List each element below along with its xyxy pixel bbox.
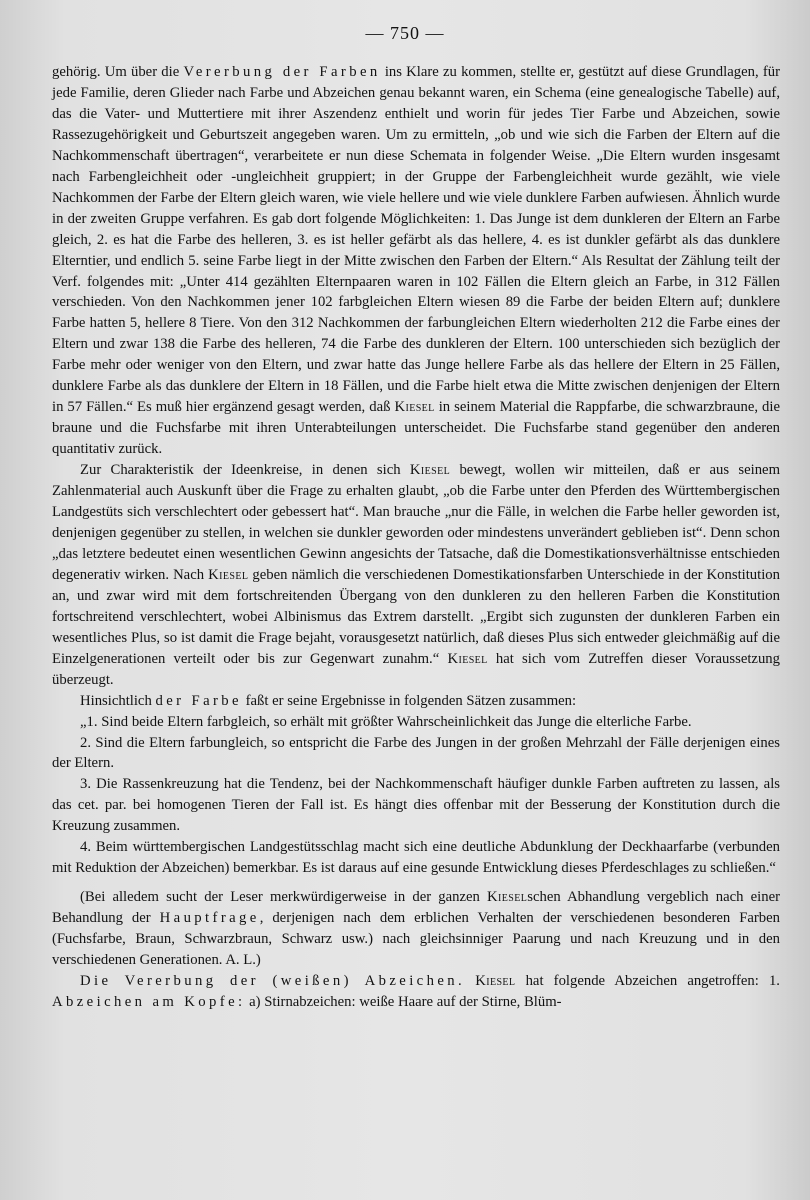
page-number: — 750 —: [365, 23, 445, 43]
paragraph-abzeichen: Die Vererbung der (weißen) Abzeichen. Kiesel hat folgende Abzeichen angetroffen: 1. Abzeichen am Kopfe: a) Stirnabzeichen: weiße Haare auf der Stirne, Blüm-: [52, 972, 780, 1010]
editor-note: (Bei alledem sucht der Leser merkwürdigerweise in der ganzen Kieselschen Abhandlung vergeblich nach einer Behandlung der Hauptfrage, derjenigen nach dem erblichen Verhalten der verschiedenen besonderen Farben (Fuchsfarbe, Braun, Schwarzbraun, Schwarz usw.) nach gleichsinniger Paarung und nach Kreuzung und in den verschiedenen Generationen. A. L.): [52, 889, 780, 969]
author-name: Kiesel: [394, 399, 435, 416]
author-name: Kiesel: [487, 889, 528, 906]
body-text: [52, 62, 780, 1013]
quoted-conclusion-4: 4. Beim württembergischen Landgestütsschlag macht sich eine deutliche Abdunklung der Deckhaarfarbe (verbunden mit Reduktion der Abzeichen) bemerkbar. Es ist daraus auf eine gesunde Entwicklung dieses Pferdeschlages zu schließen.“: [52, 839, 780, 877]
author-name: Kiesel: [409, 462, 451, 479]
section-heading-abzeichen: Die Vererbung der (weißen) Abzeichen.: [80, 972, 466, 989]
author-name: Kiesel: [208, 566, 249, 583]
paragraph-1: gehörig. Um über die Vererbung der Farben ins Klare zu kommen, stellte er, gestützt auf diese Grundlagen, für jede Familie, deren Glieder nach Farbe und Abzeichen genau bekannt waren, ein Schema (eine genealogische Tabelle) auf, das die Vater- und Muttertiere mit ihrer Aszendenz enthielt und worin für jedes Tier Farbe und Abzeichen, sowie Rassezugehörigkeit und Geburtszeit angegeben waren. Um zu ermitteln, „ob und wie sich die Farben der Eltern auf die Nachkommenschaft übertragen“, verarbeitete er nun diese Schemata in folgender Weise. „Die Eltern wurden insgesamt nach Farbengleichheit oder -ungleichheit gruppiert; in der Gruppe der Farbengleichheit wurde gezählt, wie viele Nachkommen der Farbe der Eltern gleich waren, wie viele hellere und wie viele dunklere Farben aufwiesen. Ähnlich wurde in der zweiten Gruppe verfahren. Es gab dort folgende Möglichkeiten: 1. Das Junge ist dem dunkleren der Eltern an Farbe gleich, 2. es hat die Farbe des helleren, 3. es ist heller gefärbt als das hellere, 4. es ist dunkler gefärbt als das dunklere Elterntier, und endlich 5. seine Farbe liegt in der Mitte zwischen den Farben der Eltern.“ Als Resultat der Zählung teilt der Verf. folgendes mit: „Unter 414 gezählten Elternpaaren waren in 102 Fällen die Eltern gleich an Farbe, in 312 Fällen verschieden. Von den Nachkommen jener 102 farbgleichen Eltern wiesen 89 die Farbe der beiden Eltern auf; dunklere Farbe hatten 5, hellere 8 Tiere. Von den 312 Nachkommen der farbungleichen Eltern wiederholten 212 die Farbe eines der Eltern und zwar 138 die Farbe des helleren, 74 die Farbe des dunkleren der Eltern. 100 unterschieden sich bezüglich der Farbe mehr oder weniger von den Eltern, und zwar hatte das Junge hellere Farbe als das hellere der Eltern in 25 Fällen, dunklere Farbe als das dunklere der Eltern in 18 Fällen, und die Farbe hielt etwa die Mitte zwischen denjenigen der Eltern in 57 Fällen.“ Es muß hier ergänzend gesagt werden, daß Kiesel in seinem Material die Rappfarbe, die schwarzbraune, die braune und die Fuchsfarbe mit ihren Unterabteilungen unterscheidet. Die Fuchsfarbe stand gegenüber den anderen quantitativ zurück.: [52, 64, 780, 458]
quoted-conclusion-2: 2. Sind die Eltern farbungleich, so entspricht die Farbe des Jungen in der großen Mehrzahl der Fälle derjenigen eines der Eltern.: [52, 734, 780, 772]
quoted-conclusion-1: „1. Sind beide Eltern farbgleich, so erhält mit größter Wahrscheinlichkeit das Junge die elterliche Farbe.: [80, 713, 692, 730]
emphasis-abzeichen-am-kopfe: Abzeichen am Kopfe:: [52, 993, 246, 1010]
quoted-conclusion-3: 3. Die Rassenkreuzung hat die Tendenz, bei der Nachkommenschaft häufiger dunkle Farben auftreten zu lassen, als das cet. par. bei homogenen Tieren der Fall ist. Es hängt dies offenbar mit der Besserung der Konstitution durch die Kreuzung zusammen.: [52, 776, 780, 835]
emphasis-der-farbe: der Farbe: [155, 692, 242, 709]
paragraph-3: Hinsichtlich der Farbe faßt er seine Ergebnisse in folgenden Sätzen zusammen:: [80, 692, 577, 709]
author-name: Kiesel: [447, 650, 488, 667]
emphasis-hauptfrage: Hauptfrage: [159, 910, 260, 927]
paragraph-2: Zur Charakteristik der Ideenkreise, in denen sich Kiesel bewegt, wollen wir mitteilen, daß er aus seinem Zahlenmaterial auch Auskunft über die Frage zu erhalten glaubt, „ob die Farbe unter den Pferden des Württembergischen Landgestüts sich verschlechtert oder gebessert hat“. Man brauche „nur die Fälle, in welchen die Farbe heller geworden ist, denjenigen gegenüber zu stellen, in welchen sie dunkler geworden oder mindestens unverändert geblieben ist“. Denn schon „das letztere bedeutet einen wesentlichen Gewinn angesichts der Tatsache, daß die Domestikationsverhältnisse entschieden degenerativ wirken. Nach Kiesel geben nämlich die verschiedenen Domestikationsfarben Unterschiede in der Konstitution an, und zwar wird mit dem fortschreitenden Übergang von den dunkleren zu den helleren Farben die Konstitution fortschreitend verschlechtert, wobei Albinismus das Extrem darstellt. „Ergibt sich zugunsten der dunkleren Farben ein wesentliches Plus, so ist damit die Frage bejaht, vorausgesetzt natürlich, daß dieses Plus sich entweder gleichmäßig auf die Einzelgenerationen verteilt oder bis zur Gegenwart zunahm.“ Kiesel hat sich vom Zutreffen dieser Voraussetzung überzeugt.: [52, 462, 780, 688]
emphasis-vererbung-der-farben: Vererbung der Farben: [183, 64, 381, 80]
author-name: Kiesel: [475, 972, 516, 989]
